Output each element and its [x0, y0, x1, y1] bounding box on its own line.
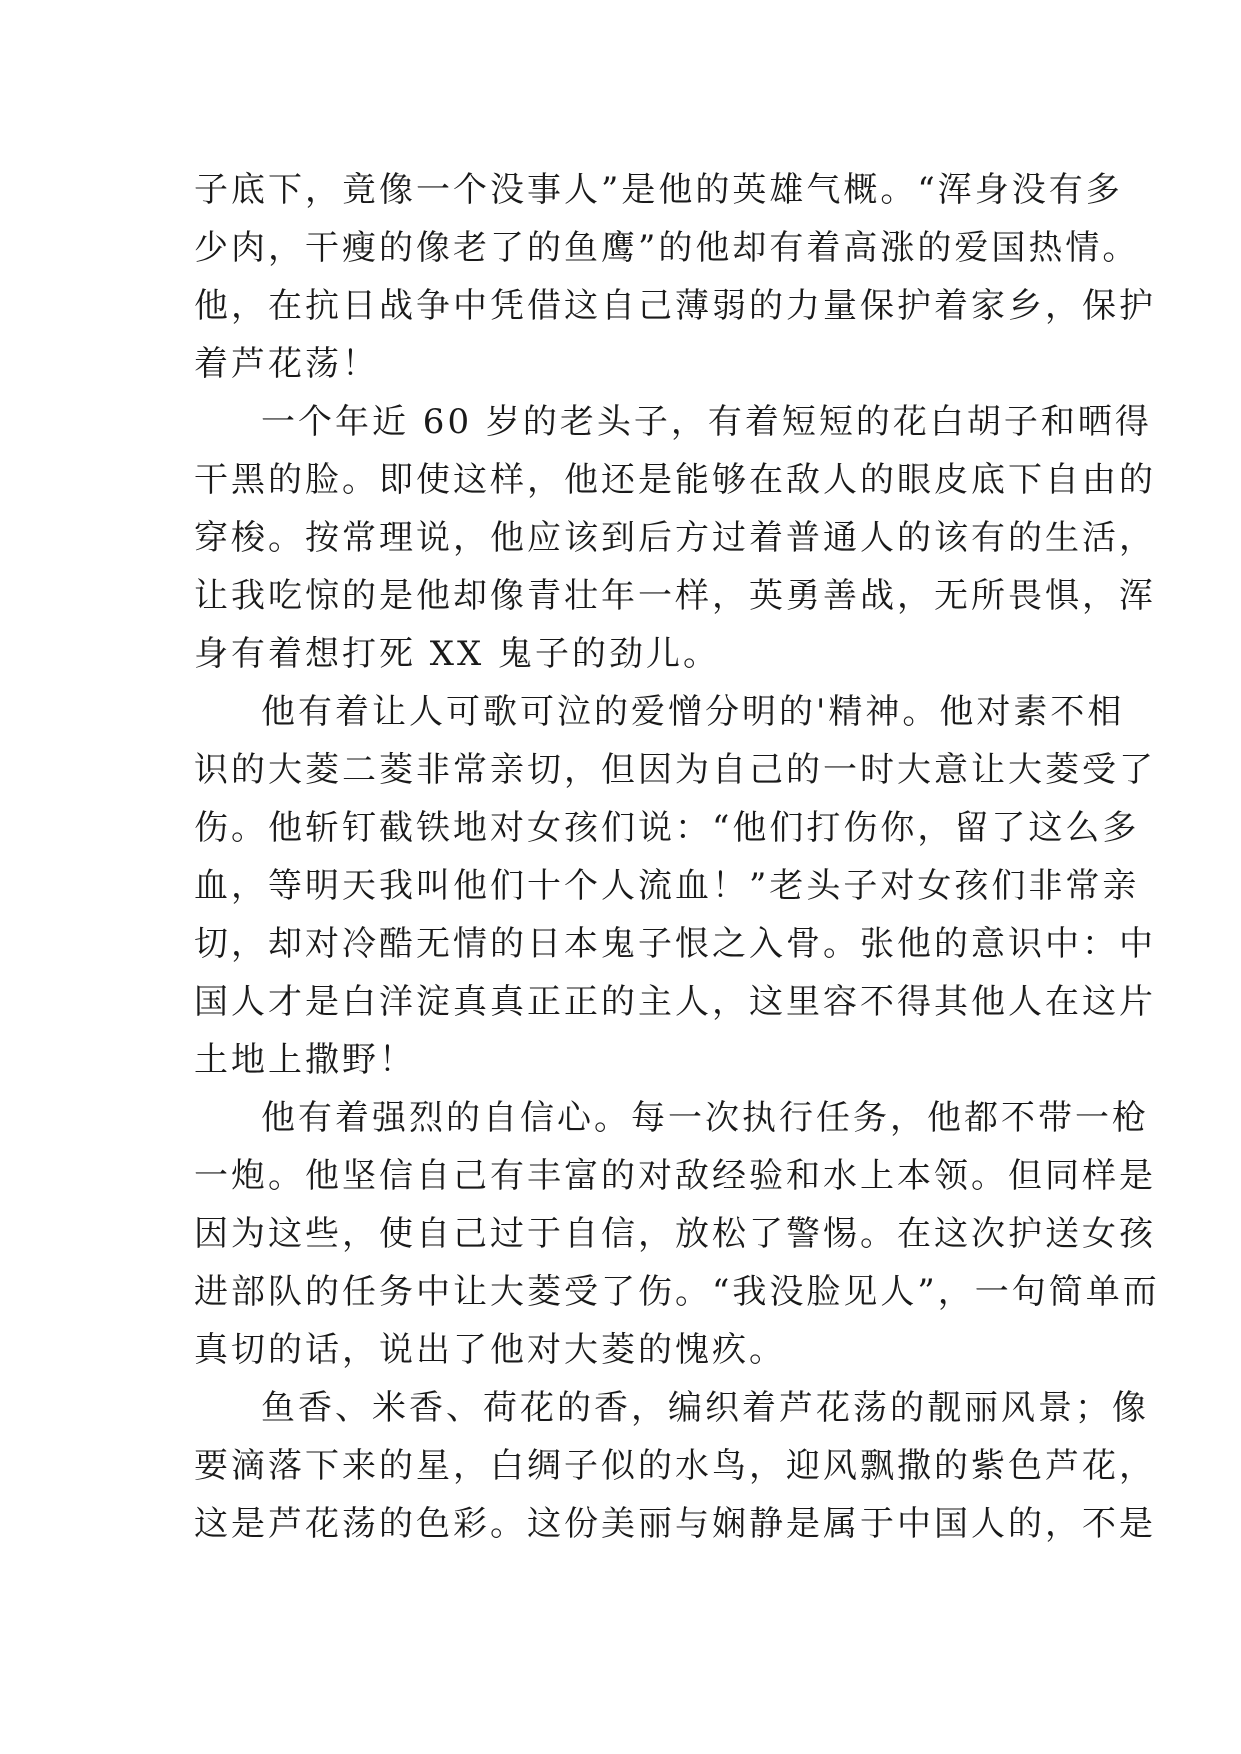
- text-line: 切，却对冷酷无情的日本鬼子恨之入骨。张他的意识中：中: [194, 924, 1156, 964]
- text-line: 身有着想打死 XX 鬼子的劲儿。: [194, 634, 721, 674]
- text-line: 进部队的任务中让大菱受了伤。“我没脸见人”，一句简单而: [194, 1272, 1160, 1312]
- paragraph-first-line: 鱼香、米香、荷花的香，编织着芦花荡的靓丽风景；像: [261, 1388, 1149, 1428]
- text-line: 少肉，干瘦的像老了的鱼鹰”的他却有着高涨的爱国热情。: [194, 228, 1140, 268]
- text-line: 土地上撒野！: [194, 1040, 416, 1080]
- text-line: 让我吃惊的是他却像青壮年一样，英勇善战，无所畏惧，浑: [194, 576, 1156, 616]
- text-line: 一炮。他坚信自己有丰富的对敌经验和水上本领。但同样是: [194, 1156, 1156, 1196]
- text-line: 识的大菱二菱非常亲切，但因为自己的一时大意让大菱受了: [194, 750, 1156, 790]
- paragraph-first-line: 他有着让人可歌可泣的爱憎分明的'精神。他对素不相: [261, 692, 1125, 732]
- text-line: 穿梭。按常理说，他应该到后方过着普通人的该有的生活，: [194, 518, 1156, 558]
- text-line: 着芦花荡！: [194, 344, 379, 384]
- text-line: 真切的话，说出了他对大菱的愧疚。: [194, 1330, 786, 1370]
- text-line: 国人才是白洋淀真真正正的主人，这里容不得其他人在这片: [194, 982, 1156, 1022]
- text-line: 他，在抗日战争中凭借这自己薄弱的力量保护着家乡，保护: [194, 286, 1156, 326]
- text-line: 干黑的脸。即使这样，他还是能够在敌人的眼皮底下自由的: [194, 460, 1156, 500]
- paragraph-first-line: 他有着强烈的自信心。每一次执行任务，他都不带一枪: [261, 1098, 1149, 1138]
- text-line: 子底下，竟像一个没事人”是他的英雄气概。“浑身没有多: [194, 170, 1123, 210]
- text-line: 伤。他斩钉截铁地对女孩们说：“他们打伤你，留了这么多: [194, 808, 1140, 848]
- text-line: 血，等明天我叫他们十个人流血！”老头子对女孩们非常亲: [194, 866, 1140, 906]
- text-line: 要滴落下来的星，白绸子似的水鸟，迎风飘撒的紫色芦花，: [194, 1446, 1156, 1486]
- text-line: 这是芦花荡的色彩。这份美丽与娴静是属于中国人的，不是: [194, 1504, 1156, 1544]
- paragraph-first-line: 一个年近 60 岁的老头子，有着短短的花白胡子和晒得: [261, 402, 1152, 442]
- text-line: 因为这些，使自己过于自信，放松了警惕。在这次护送女孩: [194, 1214, 1156, 1254]
